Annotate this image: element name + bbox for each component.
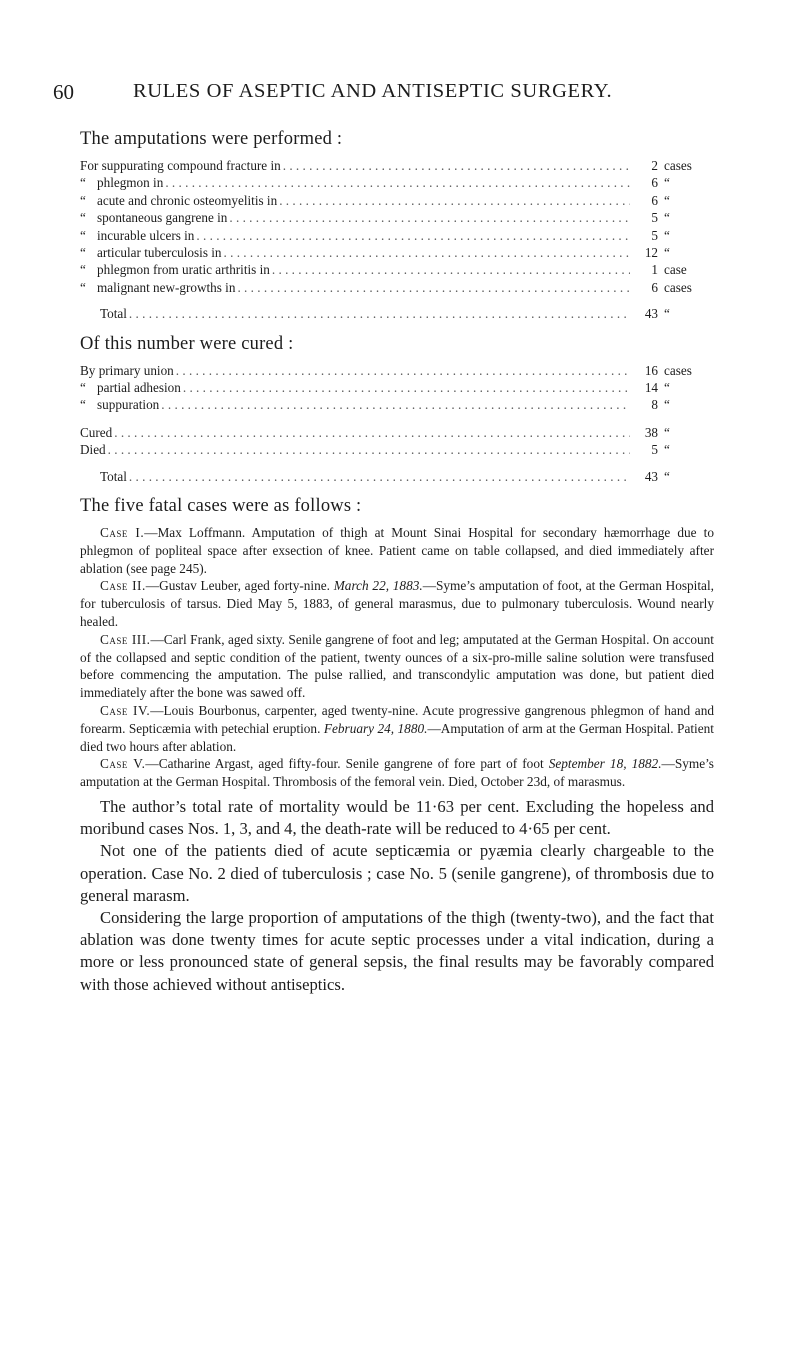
total-unit: “ bbox=[664, 306, 670, 322]
amputations-heading: The amputations were performed : bbox=[80, 129, 343, 149]
row-prefix: “ bbox=[80, 397, 86, 413]
total-value: 43 bbox=[644, 468, 658, 484]
leader-dots bbox=[224, 244, 630, 261]
row-value: 6 bbox=[651, 175, 658, 191]
row-value: 6 bbox=[651, 279, 658, 295]
total-unit: “ bbox=[664, 468, 670, 484]
leader-dots bbox=[229, 209, 630, 226]
row-prefix: “ bbox=[80, 380, 86, 396]
row-value: 12 bbox=[644, 245, 658, 261]
case-text: —Carl Frank, aged sixty. Senile gangrene of foot and leg; amputated at the German Hospital. On account of the collapsed and septic condition of the patient, twenty ounces of a six-pro-mille saline solution were transfused before commencing the amputation. The pulse rallied, and transcondylic amputation was done, but patient died immediately after the bone was sawed off. bbox=[80, 631, 714, 701]
row-prefix: “ bbox=[80, 227, 86, 243]
leader-dots bbox=[108, 441, 630, 458]
row-value: 5 bbox=[651, 210, 658, 226]
row-unit: “ bbox=[664, 245, 670, 261]
leader-dots bbox=[279, 192, 630, 209]
row-unit: cases bbox=[664, 279, 692, 295]
table-row bbox=[80, 209, 714, 226]
row-prefix: “ bbox=[80, 192, 86, 208]
row-label: articular tuberculosis in bbox=[97, 245, 222, 261]
row-prefix: For bbox=[80, 158, 99, 173]
leader-dots bbox=[114, 424, 630, 441]
total-label: Total bbox=[100, 468, 127, 484]
row-prefix: “ bbox=[80, 262, 86, 278]
cured-table bbox=[80, 362, 714, 485]
leader-dots bbox=[183, 379, 630, 396]
table-row bbox=[80, 379, 714, 396]
total-row bbox=[80, 468, 714, 485]
case-paragraph bbox=[80, 702, 714, 755]
leader-dots bbox=[176, 362, 630, 379]
case-label: Case II. bbox=[100, 578, 146, 594]
total-value: 43 bbox=[644, 306, 658, 322]
case-text: —Louis Bourbonus, carpenter, aged twenty-nine. Acute progressive gangrenous phlegmon of hand and forearm. Septicæmia with petechial eruption. bbox=[80, 703, 714, 736]
total-label: Total bbox=[100, 306, 127, 322]
row-unit: “ bbox=[664, 175, 670, 191]
row-value: 38 bbox=[644, 424, 658, 440]
leader-dots bbox=[129, 468, 630, 485]
row-label: incurable ulcers in bbox=[97, 227, 195, 243]
table-row bbox=[80, 244, 714, 261]
row-label: suppurating compound fracture in bbox=[101, 158, 281, 173]
row-value: 5 bbox=[651, 442, 658, 458]
table-row bbox=[80, 279, 714, 296]
row-label: primary union bbox=[98, 362, 174, 378]
page-content bbox=[80, 126, 714, 996]
conclusion-paragraph: The author’s total rate of mortality would be 11·63 per cent. Excluding the hopeless and moribund cases Nos. 1, 3, and 4, the death-rate will be reduced to 4·65 per cent. bbox=[80, 797, 714, 839]
row-value: 6 bbox=[651, 192, 658, 208]
total-row bbox=[80, 305, 714, 322]
conclusion-paragraph: Considering the large proportion of amputations of the thigh (twenty-two), and the fact that ablation was done twenty times for acute septic processes under a vital indication, during a more or less pronounced state of general sepsis, the final results may be favorably compared with those achieved without antiseptics. bbox=[80, 908, 714, 994]
row-label: spontaneous gangrene in bbox=[97, 210, 228, 226]
amputations-table bbox=[80, 157, 714, 323]
case-paragraph bbox=[80, 524, 714, 577]
row-unit: “ bbox=[664, 210, 670, 226]
table-row bbox=[80, 441, 714, 458]
table-row bbox=[80, 424, 714, 441]
case-label: Case IV. bbox=[100, 703, 151, 719]
leader-dots bbox=[272, 261, 630, 278]
row-value: 1 bbox=[651, 262, 658, 278]
leader-dots bbox=[196, 227, 630, 244]
table-row bbox=[80, 157, 714, 174]
fatal-cases-heading: The five fatal cases were as follows : bbox=[80, 496, 362, 517]
case-text: —Syme’s amputation at the German Hospital. Thrombosis of the femoral vein. Died, October 23d, of marasmus. bbox=[80, 756, 714, 790]
conclusion-paragraph: Not one of the patients died of acute septicæmia or pyæmia clearly chargeable to the operation. Case No. 2 died of tuberculosis ; case No. 5 (senile gangrene), of thrombosis due to general marasm. bbox=[80, 841, 714, 905]
table-row bbox=[80, 396, 714, 413]
table-row bbox=[80, 174, 714, 191]
row-value: 2 bbox=[651, 158, 658, 173]
case-text: —Gustav Leuber, aged forty-nine. bbox=[145, 578, 334, 594]
table-row bbox=[80, 362, 714, 379]
row-label: phlegmon in bbox=[97, 175, 164, 191]
row-unit: cases bbox=[664, 158, 692, 173]
row-label: phlegmon from uratic arthritis in bbox=[97, 262, 270, 278]
page-number: 60 bbox=[53, 80, 74, 104]
conclusion-text bbox=[80, 796, 714, 996]
row-value: 14 bbox=[644, 380, 658, 396]
row-prefix: “ bbox=[80, 175, 86, 191]
case-label: Case III. bbox=[100, 631, 151, 647]
row-label: partial adhesion bbox=[97, 380, 181, 396]
row-unit: case bbox=[664, 262, 687, 278]
row-prefix: “ bbox=[80, 279, 86, 295]
row-value: 16 bbox=[644, 362, 658, 378]
table-row bbox=[80, 227, 714, 244]
leader-dots bbox=[165, 174, 630, 191]
row-unit: “ bbox=[664, 227, 670, 243]
leader-dots bbox=[237, 279, 630, 296]
leader-dots bbox=[283, 157, 630, 174]
leader-dots bbox=[161, 396, 630, 413]
table-row bbox=[80, 192, 714, 209]
row-prefix: “ bbox=[80, 245, 86, 261]
row-unit: “ bbox=[664, 192, 670, 208]
row-prefix: By bbox=[80, 362, 96, 378]
running-title: RULES OF ASEPTIC AND ANTISEPTIC SURGERY. bbox=[133, 80, 613, 102]
row-label: acute and chronic osteomyelitis in bbox=[97, 192, 278, 208]
cured-heading: Of this number were cured : bbox=[80, 333, 294, 354]
row-unit: “ bbox=[664, 380, 670, 396]
case-text: —Catharine Argast, aged fifty-four. Senile gangrene of fore part of foot bbox=[145, 756, 549, 772]
case-paragraph bbox=[80, 631, 714, 702]
row-label: suppuration bbox=[97, 397, 160, 413]
row-label: Cured bbox=[80, 424, 113, 440]
case-date: September 18, 1882. bbox=[548, 756, 662, 772]
case-paragraph bbox=[80, 755, 714, 791]
row-unit: cases bbox=[664, 362, 692, 378]
case-label: Case V. bbox=[100, 756, 146, 772]
table-row bbox=[80, 261, 714, 278]
case-text: —Max Loffmann. Amputation of thigh at Mount Sinai Hospital for secondary hæmorrhage due to phlegmon of popliteal space after exsection of knee. Patient came on table collapsed, and died immediately after ablation (see page 245). bbox=[80, 525, 714, 576]
row-label: malignant new-growths in bbox=[97, 279, 236, 295]
row-label: Died bbox=[80, 442, 106, 458]
row-unit: “ bbox=[664, 442, 670, 458]
case-date: March 22, 1883. bbox=[333, 578, 423, 594]
case-text: —Amputation of arm at the German Hospital. Patient died two hours after ablation. bbox=[80, 720, 714, 754]
case-paragraph bbox=[80, 577, 714, 630]
row-prefix: “ bbox=[80, 210, 86, 226]
fatal-cases-list bbox=[80, 524, 714, 791]
case-date: February 24, 1880. bbox=[323, 720, 428, 736]
page-header bbox=[53, 80, 714, 110]
case-text: —Syme’s amputation of foot, at the German Hospital, for tuberculosis of tarsus. Died May 5, 1883, of general marasmus, due to pulmonary tuberculosis. Wound nearly healed. bbox=[80, 578, 714, 630]
row-unit: “ bbox=[664, 424, 670, 440]
row-value: 5 bbox=[651, 227, 658, 243]
row-unit: “ bbox=[664, 397, 670, 413]
case-label: Case I. bbox=[100, 525, 145, 541]
row-value: 8 bbox=[651, 397, 658, 413]
leader-dots bbox=[129, 305, 630, 322]
